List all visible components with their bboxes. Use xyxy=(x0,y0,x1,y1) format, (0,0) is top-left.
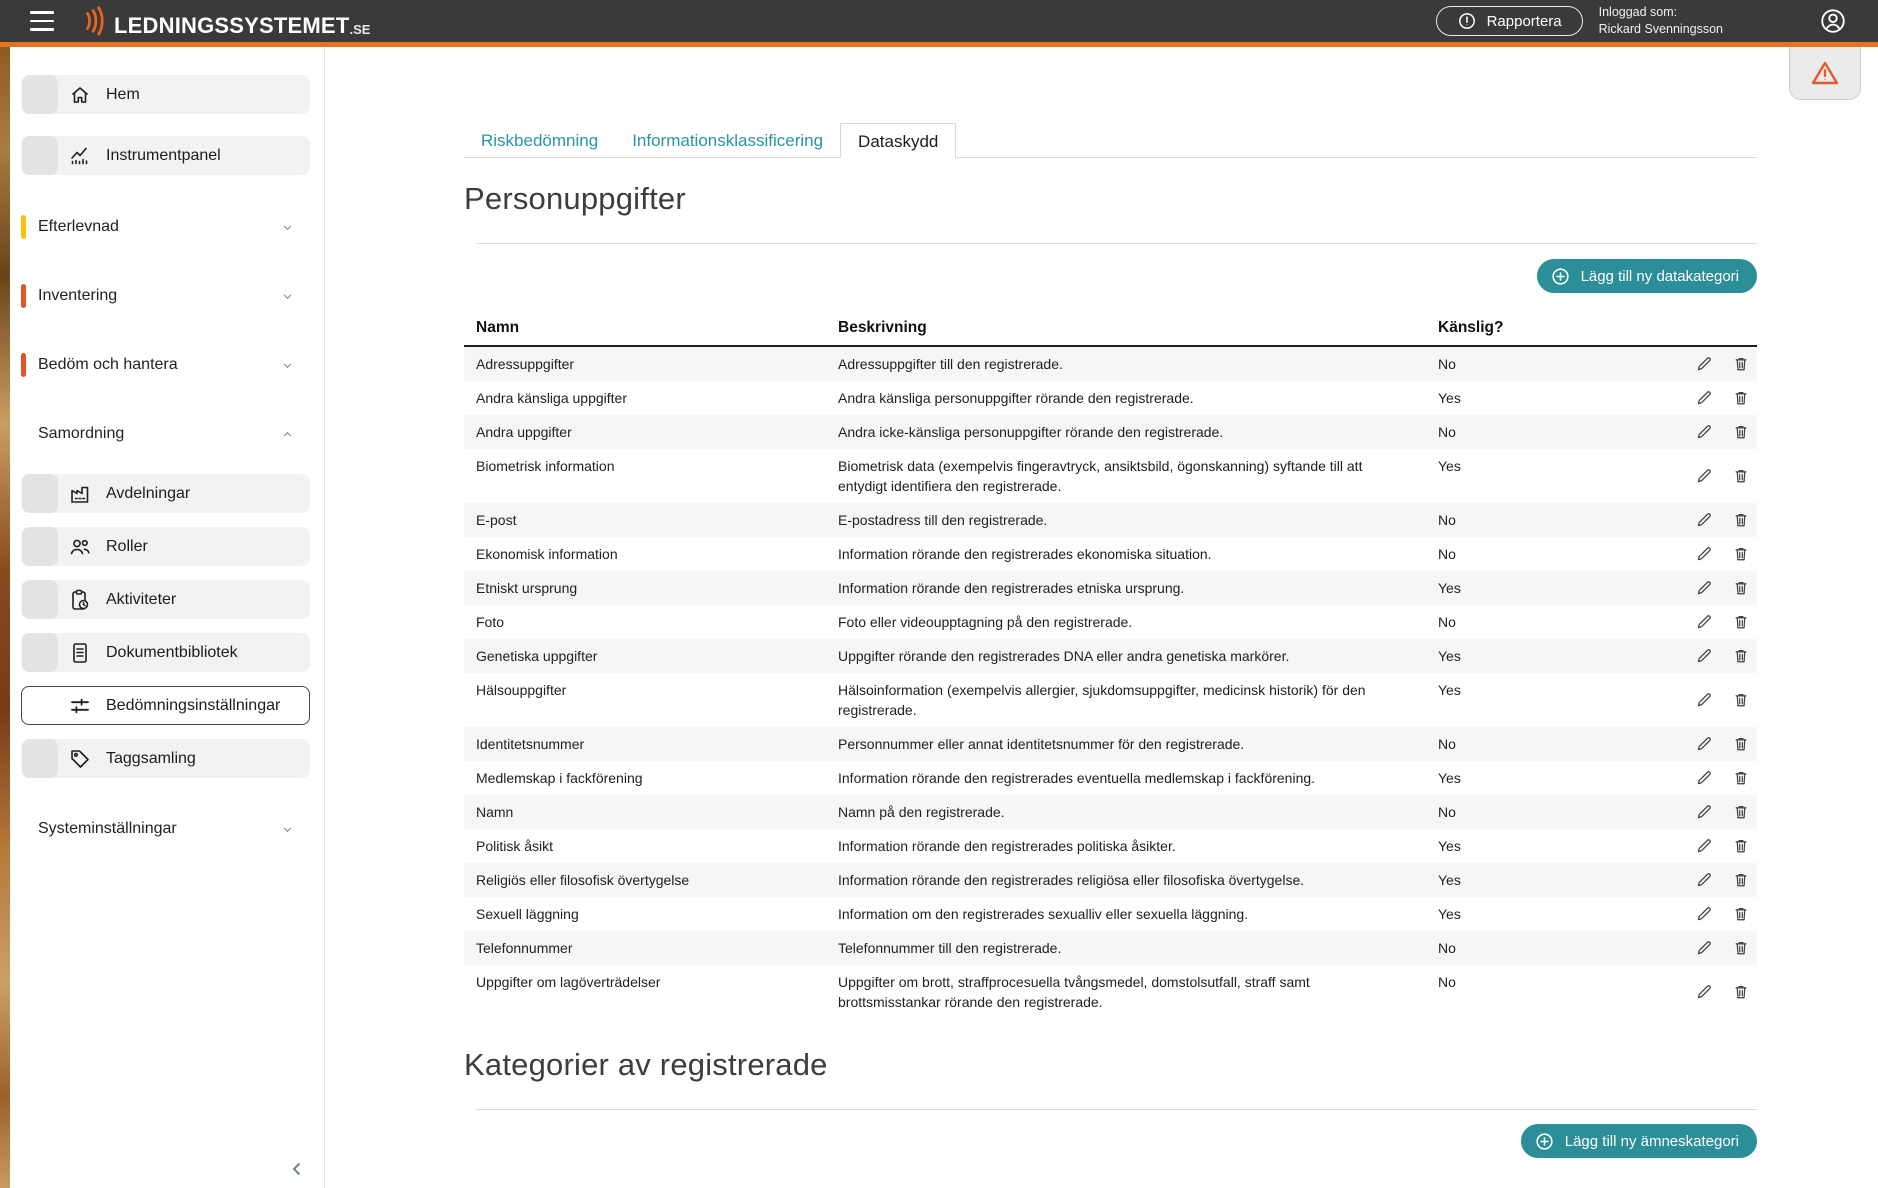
sidebar-item-hem[interactable] xyxy=(21,75,310,114)
table-row xyxy=(464,347,1757,381)
item-thumbnail xyxy=(22,686,58,725)
delete-button[interactable] xyxy=(1732,769,1750,787)
delete-button[interactable] xyxy=(1732,905,1750,923)
delete-button[interactable] xyxy=(1732,939,1750,957)
main-content xyxy=(464,47,1757,1188)
delete-button[interactable] xyxy=(1732,735,1750,753)
pencil-icon xyxy=(1695,613,1713,631)
cell-sensitive: Yes xyxy=(1438,906,1461,922)
cell-description: Telefonnummer till den registrerade. xyxy=(838,940,1062,956)
column-header-namn: Namn xyxy=(476,319,520,336)
sidebar-section-systeminstallningar[interactable] xyxy=(21,816,321,842)
cell-sensitive: No xyxy=(1438,804,1456,820)
cell-name: Identitetsnummer xyxy=(476,736,585,752)
sidebar-item-label: Aktiviteter xyxy=(106,590,177,608)
cell-sensitive: No xyxy=(1438,974,1456,990)
sliders-icon xyxy=(68,694,92,718)
cell-actions xyxy=(1678,939,1757,957)
edit-button[interactable] xyxy=(1695,983,1713,1001)
cell-sensitive: No xyxy=(1438,356,1456,372)
trash-icon xyxy=(1732,467,1750,485)
cell-name: Telefonnummer xyxy=(476,940,573,956)
delete-button[interactable] xyxy=(1732,579,1750,597)
add-data-category-label: Lägg till ny datakategori xyxy=(1580,267,1739,285)
cell-description: Foto eller videoupptagning på den registrerade. xyxy=(838,614,1133,630)
cell-description: Information rörande den registrerades etniska ursprung. xyxy=(838,580,1185,596)
add-subject-category-button[interactable] xyxy=(1521,1124,1757,1158)
table-row xyxy=(464,829,1757,863)
sidebar-item-label: Hem xyxy=(106,85,140,103)
trash-icon xyxy=(1732,511,1750,529)
report-button[interactable] xyxy=(1436,6,1583,36)
section-label: Samordning xyxy=(38,425,125,442)
chevron-up-icon xyxy=(280,427,295,442)
section2-title: Kategorier av registrerade xyxy=(464,1047,828,1082)
table-row xyxy=(464,897,1757,931)
cell-name: Etniskt ursprung xyxy=(476,580,578,596)
edit-button[interactable] xyxy=(1695,691,1713,709)
add-subject-category-label: Lägg till ny ämneskategori xyxy=(1564,1132,1739,1150)
cell-actions xyxy=(1678,647,1757,665)
pencil-icon xyxy=(1695,647,1713,665)
trash-icon xyxy=(1732,905,1750,923)
sidebar-item-roller[interactable] xyxy=(21,527,310,566)
item-thumbnail xyxy=(22,136,58,175)
cell-name: Andra uppgifter xyxy=(476,424,572,440)
cell-name: Religiös eller filosofisk övertygelse xyxy=(476,872,690,888)
sidebar-section-bedom-och-hantera[interactable] xyxy=(21,352,321,378)
logo-waves-icon xyxy=(80,5,108,37)
item-thumbnail xyxy=(22,739,58,778)
cell-sensitive: No xyxy=(1438,736,1456,752)
logged-in-label: Inloggad som: xyxy=(1598,4,1678,19)
column-header-kanslig: Känslig? xyxy=(1438,319,1504,336)
cell-actions xyxy=(1678,803,1757,821)
plus-circle-icon xyxy=(1534,1131,1555,1152)
pencil-icon xyxy=(1695,905,1713,923)
delete-button[interactable] xyxy=(1732,647,1750,665)
cell-description: Information om den registrerades sexualliv eller sexuella läggning. xyxy=(838,906,1249,922)
chevron-down-icon xyxy=(280,220,295,235)
delete-button[interactable] xyxy=(1732,871,1750,889)
trash-icon xyxy=(1732,545,1750,563)
table-row xyxy=(464,503,1757,537)
page-title: Personuppgifter xyxy=(464,181,686,216)
logo-suffix: .SE xyxy=(349,22,371,37)
edit-button[interactable] xyxy=(1695,579,1713,597)
trash-icon xyxy=(1732,837,1750,855)
tab-riskbedomning[interactable]: Riskbedömning xyxy=(481,131,599,150)
item-thumbnail xyxy=(22,580,58,619)
header-accent-line xyxy=(0,42,1878,47)
cell-actions xyxy=(1678,983,1757,1001)
table-row xyxy=(464,449,1757,503)
background-image-strip xyxy=(0,47,10,1188)
cell-sensitive: Yes xyxy=(1438,390,1461,406)
delete-button[interactable] xyxy=(1732,511,1750,529)
sidebar-item-label: Bedömningsinställningar xyxy=(106,696,281,714)
section-label: Inventering xyxy=(38,287,118,304)
divider xyxy=(476,1109,1757,1110)
cell-actions xyxy=(1678,467,1757,485)
sidebar xyxy=(10,47,325,1188)
cell-sensitive: No xyxy=(1438,424,1456,440)
cell-description: Personnummer eller annat identitetsnummer för den registrerade. xyxy=(838,736,1245,752)
app-logo xyxy=(80,5,370,37)
home-icon xyxy=(68,83,92,107)
cell-actions xyxy=(1678,579,1757,597)
table-row xyxy=(464,761,1757,795)
cell-actions xyxy=(1678,871,1757,889)
cell-name: Foto xyxy=(476,614,505,630)
sidebar-item-dokumentbibliotek[interactable] xyxy=(21,633,310,672)
cell-description: Hälsoinformation (exempelvis allergier, sjukdomsuppgifter, medicinsk historik) för den registrerade. xyxy=(838,682,1366,718)
table-row xyxy=(464,381,1757,415)
sidebar-item-aktiviteter[interactable] xyxy=(21,580,310,619)
tab-dataskydd[interactable]: Dataskydd xyxy=(840,123,956,158)
delete-button[interactable] xyxy=(1732,355,1750,373)
delete-button[interactable] xyxy=(1732,389,1750,407)
sidebar-item-label: Dokumentbibliotek xyxy=(106,643,238,661)
cell-actions xyxy=(1678,355,1757,373)
top-header xyxy=(0,0,1878,42)
data-categories-table xyxy=(464,319,1757,1019)
trash-icon xyxy=(1732,613,1750,631)
sidebar-item-taggsamling[interactable] xyxy=(21,739,310,778)
chevron-down-icon xyxy=(280,358,295,373)
cell-name: Genetiska uppgifter xyxy=(476,648,598,664)
table-row xyxy=(464,415,1757,449)
edit-button[interactable] xyxy=(1695,545,1713,563)
cell-name: Biometrisk information xyxy=(476,458,615,474)
sidebar-collapse-icon[interactable] xyxy=(288,1160,306,1178)
cell-sensitive: Yes xyxy=(1438,580,1461,596)
cell-description: Uppgifter rörande den registrerades DNA eller andra genetiska markörer. xyxy=(838,648,1290,664)
cell-actions xyxy=(1678,769,1757,787)
cell-actions xyxy=(1678,389,1757,407)
alert-circle-icon xyxy=(1457,11,1477,31)
sidebar-section-inventering[interactable] xyxy=(21,283,321,309)
cell-sensitive: No xyxy=(1438,614,1456,630)
edit-button[interactable] xyxy=(1695,871,1713,889)
tag-icon xyxy=(68,747,92,771)
pencil-icon xyxy=(1695,735,1713,753)
clipboard-clock-icon xyxy=(68,588,92,612)
item-thumbnail xyxy=(22,75,58,114)
edit-button[interactable] xyxy=(1695,355,1713,373)
cell-actions xyxy=(1678,735,1757,753)
table-body xyxy=(464,347,1757,1019)
edit-button[interactable] xyxy=(1695,647,1713,665)
tab-informationsklassificering[interactable]: Informationsklassificering xyxy=(632,131,824,150)
item-thumbnail xyxy=(22,527,58,566)
cell-sensitive: No xyxy=(1438,940,1456,956)
cell-description: Andra icke-känsliga personuppgifter rörande den registrerade. xyxy=(838,424,1224,440)
user-avatar-icon[interactable] xyxy=(1818,6,1848,36)
trash-icon xyxy=(1732,939,1750,957)
cell-name: Medlemskap i fackförening xyxy=(476,770,643,786)
delete-button[interactable] xyxy=(1732,467,1750,485)
sidebar-item-label: Taggsamling xyxy=(106,749,196,767)
cell-name: Ekonomisk information xyxy=(476,546,618,562)
cell-name: E-post xyxy=(476,512,517,528)
table-header-row xyxy=(464,319,1757,347)
section-color-bar xyxy=(21,284,26,308)
cell-sensitive: Yes xyxy=(1438,648,1461,664)
cell-description: Uppgifter om brott, straffprocesuella tvångsmedel, domstolsutfall, straff samt brottsmisstankar rörande den registrerade. xyxy=(838,974,1310,1010)
cell-description: Information rörande den registrerades politiska åsikter. xyxy=(838,838,1176,854)
pencil-icon xyxy=(1695,423,1713,441)
table-row xyxy=(464,931,1757,965)
cell-sensitive: Yes xyxy=(1438,682,1461,698)
cell-description: Information rörande den registrerades eventuella medlemskap i fackförening. xyxy=(838,770,1316,786)
section-label: Systeminställningar xyxy=(38,820,177,837)
pencil-icon xyxy=(1695,467,1713,485)
section-label: Efterlevnad xyxy=(38,218,119,235)
document-icon xyxy=(68,641,92,665)
cell-actions xyxy=(1678,423,1757,441)
cell-description: Information rörande den registrerades religiösa eller filosofiska övertygelse. xyxy=(838,872,1305,888)
cell-sensitive: No xyxy=(1438,546,1456,562)
cell-description: E-postadress till den registrerade. xyxy=(838,512,1048,528)
delete-button[interactable] xyxy=(1732,803,1750,821)
pencil-icon xyxy=(1695,691,1713,709)
cell-actions xyxy=(1678,511,1757,529)
section-color-bar xyxy=(21,353,26,377)
delete-button[interactable] xyxy=(1732,983,1750,1001)
table-row xyxy=(464,863,1757,897)
pencil-icon xyxy=(1695,837,1713,855)
cell-actions xyxy=(1678,545,1757,563)
trash-icon xyxy=(1732,871,1750,889)
cell-sensitive: No xyxy=(1438,512,1456,528)
trash-icon xyxy=(1732,691,1750,709)
edit-button[interactable] xyxy=(1695,613,1713,631)
sidebar-item-label: Instrumentpanel xyxy=(106,146,221,164)
table-row xyxy=(464,727,1757,761)
section-color-bar xyxy=(21,422,26,446)
chevron-down-icon xyxy=(280,822,295,837)
pencil-icon xyxy=(1695,769,1713,787)
chevron-down-icon xyxy=(280,289,295,304)
cell-sensitive: Yes xyxy=(1438,458,1461,474)
logged-in-user: Rickard Svenningsson xyxy=(1598,22,1723,36)
cell-name: Uppgifter om lagöverträdelser xyxy=(476,974,661,990)
section-color-bar xyxy=(21,817,26,841)
edit-button[interactable] xyxy=(1695,735,1713,753)
delete-button[interactable] xyxy=(1732,545,1750,563)
report-button-label: Rapportera xyxy=(1486,12,1562,30)
sidebar-section-samordning[interactable] xyxy=(21,421,321,447)
sidebar-section-efterlevnad[interactable] xyxy=(21,214,321,240)
edit-button[interactable] xyxy=(1695,837,1713,855)
hamburger-menu-icon[interactable] xyxy=(30,11,54,31)
trash-icon xyxy=(1732,389,1750,407)
trash-icon xyxy=(1732,423,1750,441)
tab-bar xyxy=(464,123,1757,158)
table-row xyxy=(464,537,1757,571)
edit-button[interactable] xyxy=(1695,389,1713,407)
pencil-icon xyxy=(1695,579,1713,597)
sidebar-item-instrumentpanel[interactable] xyxy=(21,136,310,175)
cell-name: Politisk åsikt xyxy=(476,838,554,854)
pencil-icon xyxy=(1695,939,1713,957)
logged-in-info xyxy=(1599,4,1723,39)
item-thumbnail xyxy=(22,633,58,672)
cell-description: Adressuppgifter till den registrerade. xyxy=(838,356,1063,372)
pencil-icon xyxy=(1695,389,1713,407)
cell-description: Namn på den registrerade. xyxy=(838,804,1005,820)
delete-button[interactable] xyxy=(1732,613,1750,631)
sidebar-item-avdelningar[interactable] xyxy=(21,474,310,513)
cell-actions xyxy=(1678,613,1757,631)
table-row xyxy=(464,965,1757,1019)
delete-button[interactable] xyxy=(1732,691,1750,709)
edit-button[interactable] xyxy=(1695,467,1713,485)
edit-button[interactable] xyxy=(1695,511,1713,529)
cell-sensitive: Yes xyxy=(1438,770,1461,786)
pencil-icon xyxy=(1695,545,1713,563)
section-label: Bedöm och hantera xyxy=(38,356,178,373)
pencil-icon xyxy=(1695,871,1713,889)
delete-button[interactable] xyxy=(1732,837,1750,855)
people-icon xyxy=(68,535,92,559)
trash-icon xyxy=(1732,355,1750,373)
divider xyxy=(476,243,1757,244)
delete-button[interactable] xyxy=(1732,423,1750,441)
pencil-icon xyxy=(1695,511,1713,529)
table-row xyxy=(464,639,1757,673)
cell-name: Namn xyxy=(476,804,514,820)
add-data-category-button[interactable] xyxy=(1537,259,1757,293)
sidebar-item-label: Avdelningar xyxy=(106,484,191,502)
table-row xyxy=(464,673,1757,727)
cell-actions xyxy=(1678,691,1757,709)
cell-name: Hälsouppgifter xyxy=(476,682,567,698)
cell-actions xyxy=(1678,837,1757,855)
edit-button[interactable] xyxy=(1695,939,1713,957)
cell-actions xyxy=(1678,905,1757,923)
edit-button[interactable] xyxy=(1695,905,1713,923)
pencil-icon xyxy=(1695,355,1713,373)
pencil-icon xyxy=(1695,983,1713,1001)
chart-icon xyxy=(68,144,92,168)
cell-description: Information rörande den registrerades ekonomiska situation. xyxy=(838,546,1212,562)
factory-icon xyxy=(68,482,92,506)
warning-triangle-icon xyxy=(1809,57,1841,89)
table-row xyxy=(464,605,1757,639)
trash-icon xyxy=(1732,735,1750,753)
sidebar-item-bedomningsinstallningar[interactable] xyxy=(21,686,310,725)
sidebar-item-label: Roller xyxy=(106,537,148,555)
table-row xyxy=(464,571,1757,605)
logo-text: LEDNINGSSYSTEMET xyxy=(114,13,350,38)
cell-sensitive: Yes xyxy=(1438,838,1461,854)
cell-name: Andra känsliga uppgifter xyxy=(476,390,627,406)
cell-name: Adressuppgifter xyxy=(476,356,575,372)
edit-button[interactable] xyxy=(1695,803,1713,821)
cell-description: Andra känsliga personuppgifter rörande den registrerade. xyxy=(838,390,1194,406)
cell-name: Sexuell läggning xyxy=(476,906,579,922)
table-row xyxy=(464,795,1757,829)
column-header-beskrivning: Beskrivning xyxy=(838,319,927,336)
cell-description: Biometrisk data (exempelvis fingeravtryck, ansiktsbild, ögonskanning) syftande till att entydigt identifiera den registrerade. xyxy=(838,458,1363,494)
trash-icon xyxy=(1732,983,1750,1001)
cell-sensitive: Yes xyxy=(1438,872,1461,888)
item-thumbnail xyxy=(22,474,58,513)
edit-button[interactable] xyxy=(1695,423,1713,441)
pencil-icon xyxy=(1695,803,1713,821)
trash-icon xyxy=(1732,803,1750,821)
trash-icon xyxy=(1732,769,1750,787)
trash-icon xyxy=(1732,579,1750,597)
trash-icon xyxy=(1732,647,1750,665)
plus-circle-icon xyxy=(1550,266,1571,287)
edit-button[interactable] xyxy=(1695,769,1713,787)
warning-tab[interactable] xyxy=(1789,47,1861,100)
section-color-bar xyxy=(21,215,26,239)
